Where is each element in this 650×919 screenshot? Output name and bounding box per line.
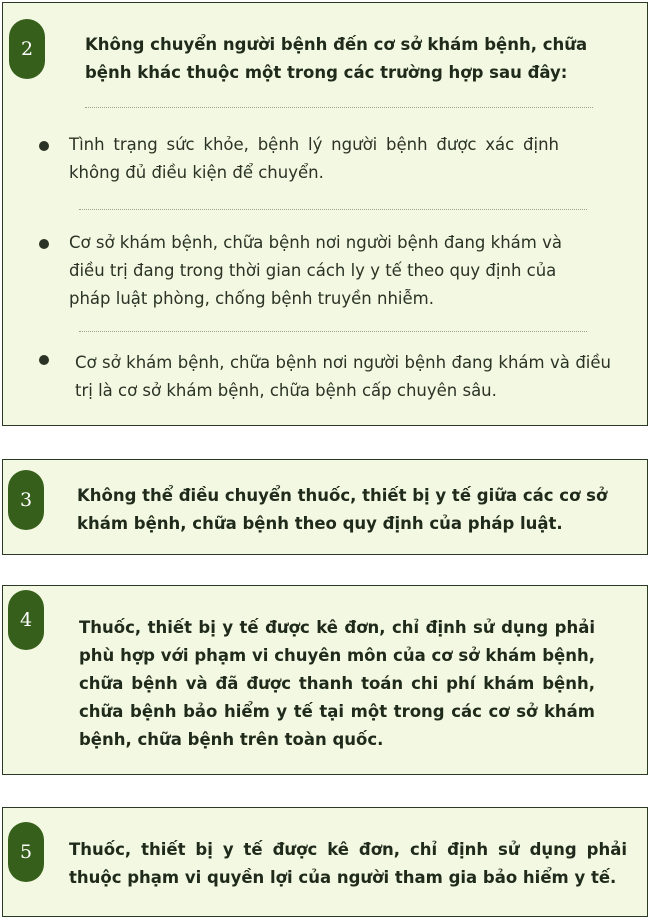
- card-heading: Thuốc, thiết bị y tế được kê đơn, chỉ định sử dụng phải thuộc phạm vi quyền lợi của người tham gia bảo hiểm y tế.: [69, 840, 627, 887]
- list-item: Tình trạng sức khỏe, bệnh lý người bệnh được xác định không đủ điều kiện để chuyển.: [69, 135, 559, 182]
- bullet-icon: [39, 239, 49, 249]
- bullet-icon: [39, 141, 49, 151]
- number-badge: 4: [8, 590, 44, 650]
- condition-card-5: [2, 807, 648, 917]
- divider: [79, 209, 587, 210]
- number-badge: 2: [9, 19, 45, 79]
- divider: [85, 107, 593, 108]
- condition-card-3: [2, 459, 648, 555]
- number-badge: 3: [8, 470, 44, 530]
- card-heading: Thuốc, thiết bị y tế được kê đơn, chỉ định sử dụng phải phù hợp với phạm vi chuyên môn của cơ sở khám bệnh, chữa bệnh và đã được thanh toán chi phí khám bệnh, chữa bệnh bảo hiểm y tế tại một trong các cơ sở khám bệnh, chữa bệnh trên toàn quốc.: [79, 618, 595, 749]
- number-badge: 5: [8, 822, 44, 882]
- divider: [79, 331, 587, 332]
- bullet-icon: [39, 355, 49, 365]
- list-item: Cơ sở khám bệnh, chữa bệnh nơi người bệnh đang khám và điều trị đang trong thời gian cách ly y tế theo quy định của pháp luật phòng, chống bệnh truyền nhiễm.: [69, 233, 562, 308]
- card-heading: Không thể điều chuyển thuốc, thiết bị y tế giữa các cơ sở khám bệnh, chữa bệnh theo quy định của pháp luật.: [77, 486, 608, 533]
- condition-card-2: [2, 2, 648, 426]
- card-heading: Không chuyển người bệnh đến cơ sở khám bệnh, chữa bệnh khác thuộc một trong các trường hợp sau đây:: [85, 35, 588, 82]
- condition-card-4: [2, 585, 648, 775]
- list-item: Cơ sở khám bệnh, chữa bệnh nơi người bệnh đang khám và điều trị là cơ sở khám bệnh, chữa bệnh cấp chuyên sâu.: [75, 353, 611, 400]
